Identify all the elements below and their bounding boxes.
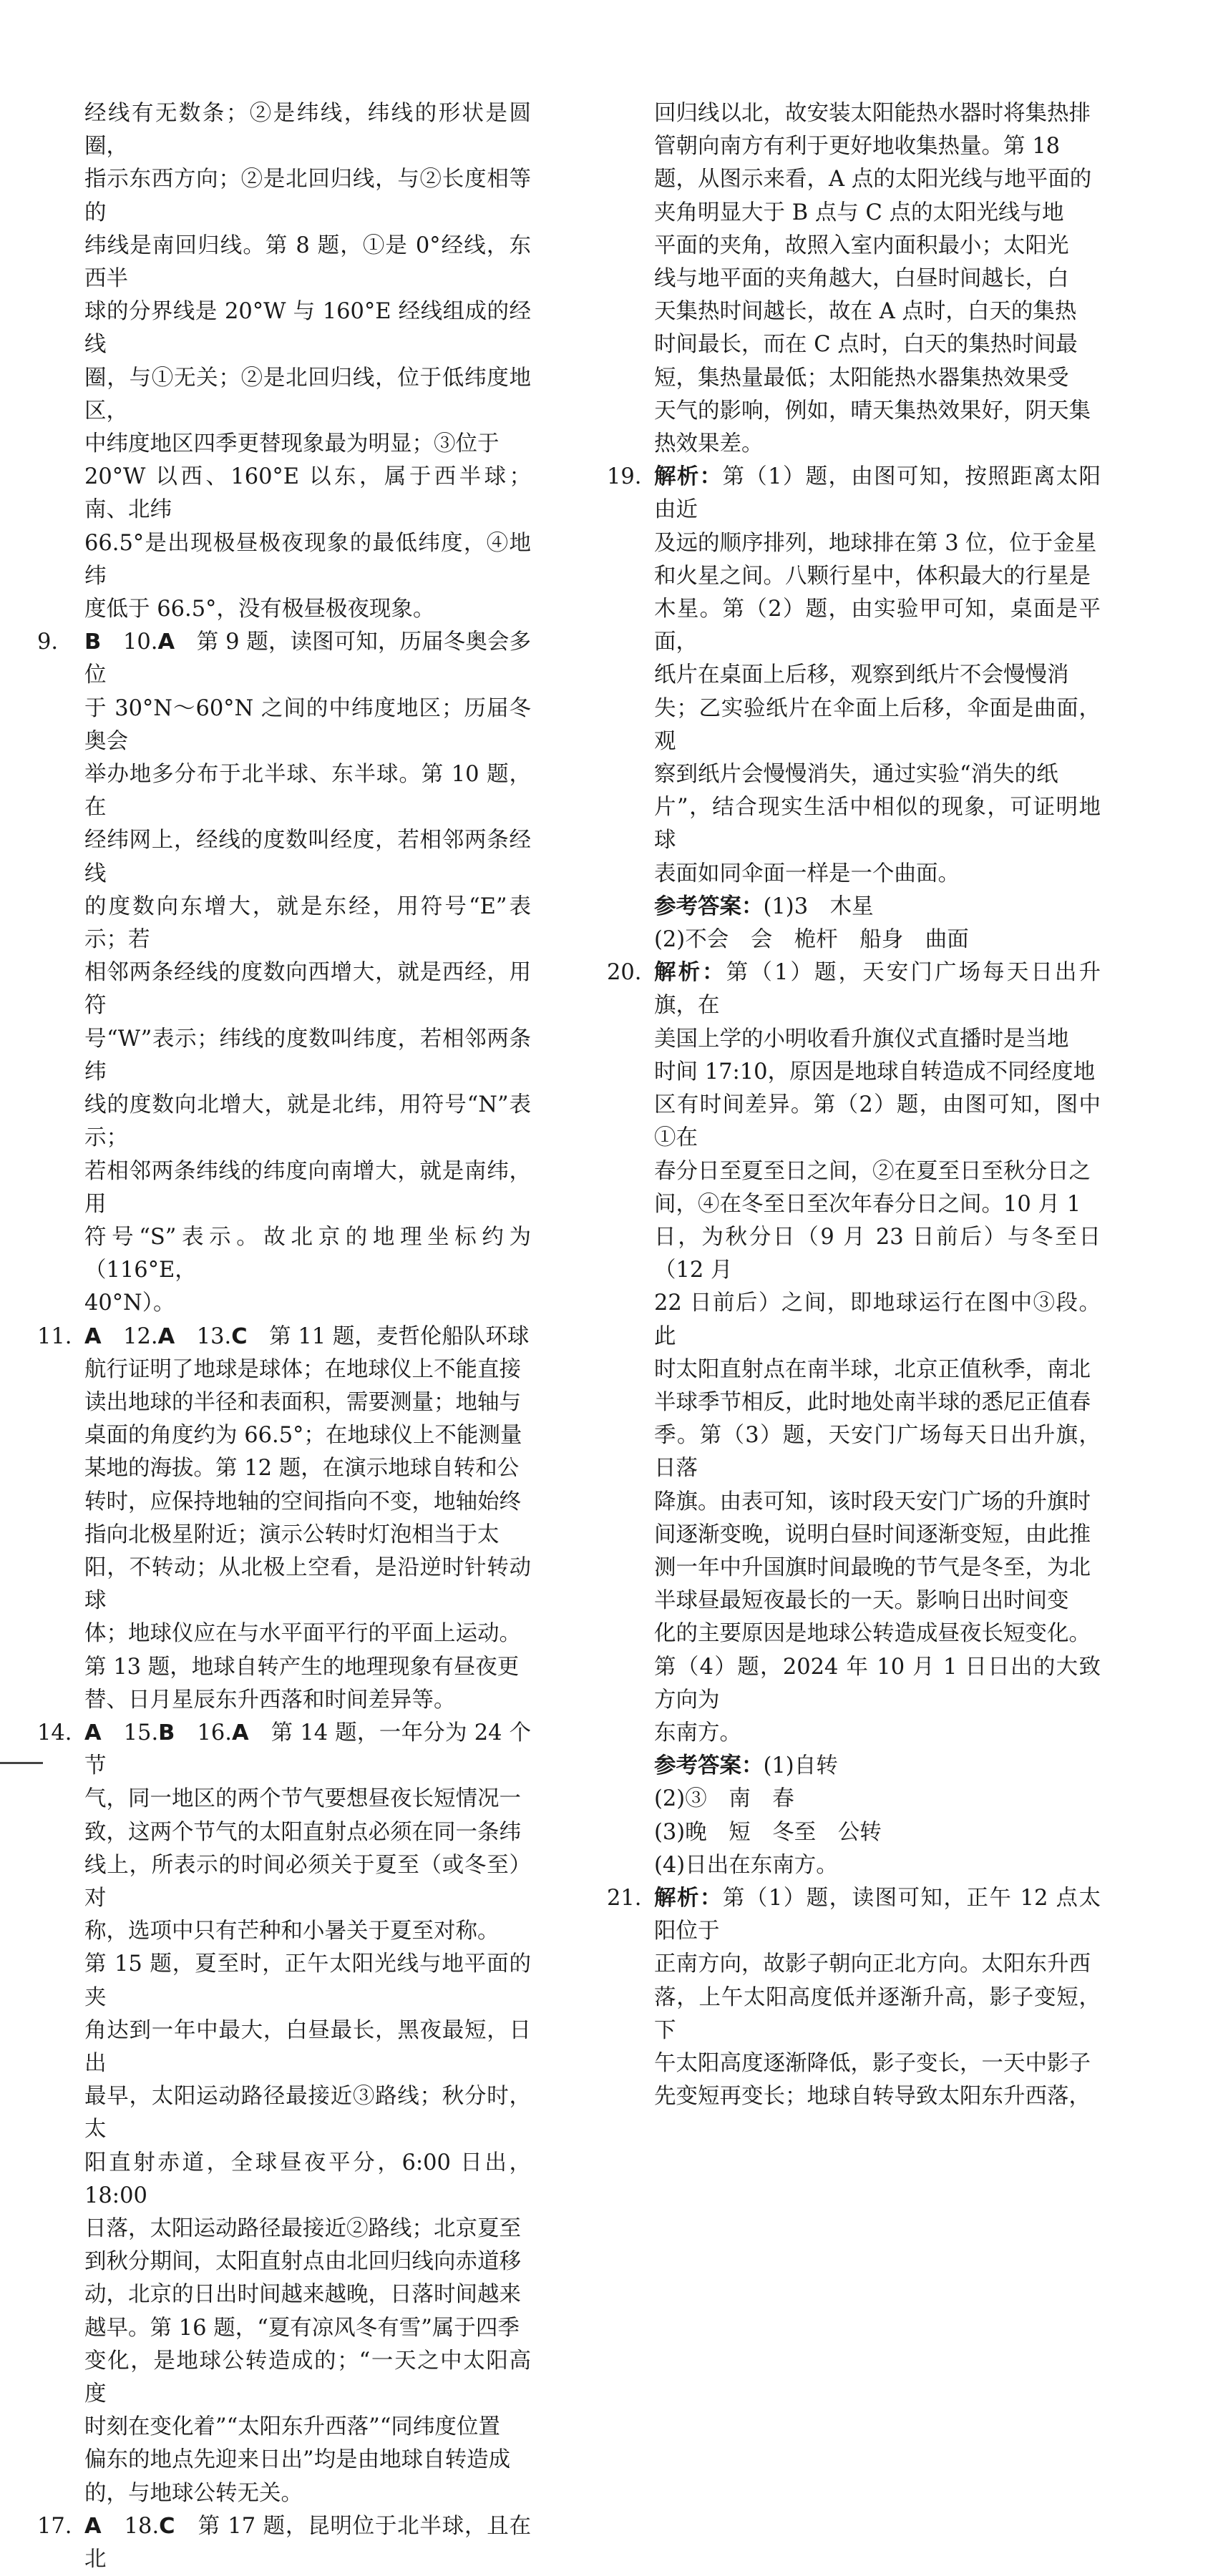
text-line: 度低于 66.5°，没有极昼极夜现象。 (84, 597, 435, 622)
question-number: 14. (37, 1720, 72, 1745)
text-line: 的度数向东增大，就是东经，用符号“E”表示；若 (84, 893, 531, 953)
question-first-line (84, 2510, 531, 2576)
text-line: 时间最长，而在 C 点时，白天的集热时间最 (654, 332, 1078, 358)
text-line: 间，④在冬至日至次年春分日之间。10 月 1 (654, 1191, 1081, 1217)
text-line: 失；乙实验纸片在伞面上后移，伞面是曲面，观 (654, 695, 1101, 754)
text-line: 最早，太阳运动路径最接近③路线；秋分时，太 (84, 2084, 531, 2142)
text-line: 线上，所表示的时间必须关于夏至（或冬至）对 (84, 1852, 531, 1911)
text-segment: 第 9 题，读图可知，历届冬奥会多位 (84, 630, 532, 688)
text-line: 20°W 以西、160°E 以东，属于西半球；南、北纬 (84, 464, 531, 523)
text-line: 替、日月星辰东升西落和时间差异等。 (84, 1687, 456, 1713)
text-segment: 第（1）题，天安门广场每天日出升旗，在 (654, 960, 1101, 1019)
answer-text: (1)自转 (763, 1753, 838, 1779)
question-number: 13. (196, 1323, 232, 1349)
text-line: 热效果差。 (654, 431, 764, 457)
text-line: 经线有无数条；②是纬线，纬线的形状是圆圈， (84, 101, 531, 160)
answer-letter: A (231, 1720, 249, 1745)
text-line: 第 13 题，地球自转产生的地理现象有昼夜更 (84, 1654, 520, 1680)
text-line: 阳，不转动；从北极上空看，是沿逆时针转动球 (84, 1554, 531, 1614)
text-line: 题，从图示来看，A 点的太阳光线与地平面的 (654, 167, 1092, 192)
text-line: 春分日至夏至日之间，②在夏至日至秋分日之 (654, 1158, 1091, 1184)
text-line: 时太阳直射点在南半球，北京正值秋季，南北 (654, 1356, 1091, 1382)
text-line: 半球昼最短夜最长的一天。影响日出时间变 (654, 1588, 1069, 1614)
text-line: 及远的顺序排列，地球排在第 3 位，位于金星 (654, 530, 1097, 556)
text-line: 第（4）题，2024 年 10 月 1 日日出的大致方向为 (654, 1654, 1101, 1713)
footer-rule (0, 1762, 43, 1764)
question-number: 16. (197, 1720, 232, 1745)
left-continuation (37, 97, 531, 626)
text-line: 天气的影响，例如，晴天集热效果好，阴天集 (654, 398, 1091, 423)
question-number: 19. (607, 464, 642, 490)
answer-label: 参考答案： (654, 1753, 764, 1779)
text-line: 致，这两个节气的太阳直射点必须在同一条纬 (84, 1819, 521, 1845)
question-first-line (84, 1321, 531, 1353)
question-number: 12. (123, 1323, 158, 1349)
answer-letter: A (84, 1720, 102, 1745)
text-line: 相邻两条经线的度数向西增大，就是西经，用符 (84, 960, 531, 1019)
question-first-line (654, 1882, 1101, 1948)
text-line: 先变短再变长；地球自转导致太阳东升西落， (654, 2084, 1091, 2110)
text-line: 读出地球的半径和表面积，需要测量；地轴与 (84, 1389, 521, 1415)
text-line: 越早。第 16 题，“夏有凉风冬有雪”属于四季 (84, 2315, 520, 2341)
text-line: 季。第（3）题，天安门广场每天日出升旗，日落 (654, 1423, 1101, 1482)
question-number: 21. (607, 1885, 642, 1911)
text-line: 号“W”表示；纬线的度数叫纬度，若相邻两条纬 (84, 1026, 531, 1084)
text-line: 气，同一地区的两个节气要想昼夜长短情况一 (84, 1786, 521, 1812)
answer-line: (2)不会 会 桅杆 船身 曲面 (654, 927, 969, 953)
text-line: 日，为秋分日（9 月 23 日前后）与冬至日（12 月 (654, 1224, 1101, 1283)
right-continuation (607, 97, 1101, 461)
question-number: 9. (37, 630, 59, 655)
text-line: 指向北极星附近；演示公转时灯泡相当于太 (84, 1522, 500, 1547)
text-line: 到秋分期间，太阳直射点由北回归线向赤道移 (84, 2249, 521, 2275)
answer-letter: C (231, 1323, 248, 1349)
question-first-line (654, 461, 1101, 527)
text-line: 夹角明显大于 B 点与 C 点的太阳光线与地 (654, 200, 1064, 225)
text-line: 回归线以北，故安装太阳能热水器时将集热排 (654, 101, 1091, 126)
text-line: 66.5°是出现极昼极夜现象的最低纬度，④地纬 (84, 530, 531, 589)
question-number: 15. (123, 1720, 159, 1745)
text-line: 航行证明了地球是球体；在地球仪上不能直接 (84, 1356, 521, 1382)
analysis-label: 解析： (654, 464, 723, 490)
question-11-13 (37, 1321, 531, 1717)
text-line: 符号“S”表示。故北京的地理坐标约为（116°E， (84, 1224, 531, 1283)
text-line: 时刻在变化着”“太阳东升西落”“同纬度位置 (84, 2414, 500, 2440)
text-line: 变化，是地球公转造成的；“一天之中太阳高度 (84, 2348, 531, 2407)
text-line: 时间 17:10，原因是地球自转造成不同经度地 (654, 1059, 1096, 1084)
text-segment: 第 17 题，昆明位于北半球，且在北 (84, 2513, 531, 2572)
text-line: 察到纸片会慢慢消失，通过实验“消失的纸 (654, 762, 1058, 788)
analysis-label: 解析： (654, 960, 726, 986)
right-column (607, 97, 1101, 2113)
answer-label: 参考答案： (654, 893, 764, 919)
question-number: 10. (122, 630, 158, 655)
answer-letter: B (158, 1720, 175, 1745)
text-line: 圈，与①无关；②是北回归线，位于低纬度地区， (84, 365, 531, 423)
text-line: 天集热时间越长，故在 A 点时，白天的集热 (654, 299, 1077, 325)
text-line: 动，北京的日出时间越来越晚，日落时间越来 (84, 2282, 521, 2308)
answer-first-line (654, 891, 1101, 924)
question-17-18 (37, 2510, 531, 2576)
text-line: 正南方向，故影子朝向正北方向。太阳东升西 (654, 1951, 1091, 1977)
analysis-label: 解析： (654, 1885, 723, 1911)
text-line: 于 30°N～60°N 之间的中纬度地区；历届冬奥会 (84, 695, 531, 754)
question-19 (607, 461, 1101, 956)
text-line: 的，与地球公转无关。 (84, 2480, 303, 2506)
question-number: 20. (607, 960, 642, 986)
text-line: 午太阳高度逐渐降低，影子变长，一天中影子 (654, 2050, 1091, 2076)
text-line: 若相邻两条纬线的纬度向南增大，就是南纬，用 (84, 1158, 531, 1217)
answer-line: (2)③ 南 春 (654, 1786, 794, 1812)
text-line: 转时，应保持地轴的空间指向不变，地轴始终 (84, 1489, 521, 1514)
question-number: 17. (37, 2513, 72, 2539)
text-line: 中纬度地区四季更替现象最为明显；③位于 (84, 431, 500, 457)
text-line: 指示东西方向；②是北回归线，与②长度相等的 (84, 167, 531, 225)
answer-letter: A (157, 1323, 175, 1349)
text-line: 阳直射赤道，全球昼夜平分，6:00 日出，18:00 (84, 2150, 531, 2208)
answer-line: (4)日出在东南方。 (654, 1852, 838, 1878)
text-segment: 第 14 题，一年分为 24 个节 (84, 1720, 532, 1779)
text-line: 球的分界线是 20°W 与 160°E 经线组成的经线 (84, 299, 531, 358)
question-number: 11. (37, 1323, 72, 1349)
text-line: 纬线是南回归线。第 8 题，①是 0°经线，东西半 (84, 232, 531, 292)
text-line: 平面的夹角，故照入室内面积最小；太阳光 (654, 232, 1069, 258)
text-line: 40°N）。 (84, 1291, 175, 1316)
question-21 (607, 1882, 1101, 2113)
text-line: 桌面的角度约为 66.5°；在地球仪上不能测量 (84, 1423, 522, 1449)
answer-letter: A (84, 2513, 102, 2539)
text-line: 表面如同伞面一样是一个曲面。 (654, 861, 960, 886)
text-line: 区有时间差异。第（2）题，由图可知，图中①在 (654, 1092, 1101, 1151)
text-line: 测一年中升国旗时间最晚的节气是冬至，为北 (654, 1554, 1091, 1580)
question-9-10 (37, 626, 531, 1320)
text-line: 角达到一年中最大，白昼最长，黑夜最短，日出 (84, 2017, 531, 2076)
text-line: 线的度数向北增大，就是北纬，用符号“N”表示； (84, 1092, 531, 1151)
question-14-16 (37, 1717, 531, 2510)
answer-text: (1)3 木星 (763, 893, 874, 919)
text-line: 化的主要原因是地球公转造成昼夜长短变化。 (654, 1621, 1091, 1647)
answer-letter: A (157, 630, 175, 655)
text-line: 东南方。 (654, 1720, 741, 1745)
text-line: 22 日前后）之间，即地球运行在图中③段。此 (654, 1291, 1101, 1349)
text-line: 线与地平面的夹角越大，白昼时间越长，白 (654, 266, 1069, 292)
text-line: 落，上午太阳高度低并逐渐升高，影子变短，下 (654, 1984, 1101, 2043)
text-line: 某地的海拔。第 12 题，在演示地球自转和公 (84, 1456, 520, 1482)
text-segment: 第（1）题，读图可知，正午 12 点太阳位于 (654, 1885, 1101, 1944)
text-line: 纸片在桌面上后移，观察到纸片不会慢慢消 (654, 662, 1069, 688)
answer-letter: C (159, 2513, 175, 2539)
text-line: 片”，结合现实生活中相似的现象，可证明地球 (654, 795, 1101, 853)
text-line: 日落，太阳运动路径最接近②路线；北京夏至 (84, 2216, 521, 2241)
question-number: 18. (124, 2513, 160, 2539)
answer-first-line (654, 1750, 1101, 1783)
text-line: 体；地球仪应在与水平面平行的平面上运动。 (84, 1621, 521, 1647)
text-line: 管朝向南方有利于更好地收集热量。第 18 (654, 134, 1061, 160)
question-first-line (84, 1717, 531, 1783)
text-line: 间逐渐变晚，说明白昼时间逐渐变短，由此推 (654, 1522, 1091, 1547)
text-line: 降旗。由表可知，该时段天安门广场的升旗时 (654, 1489, 1091, 1514)
question-first-line (654, 956, 1101, 1022)
text-line: 举办地多分布于北半球、东半球。第 10 题，在 (84, 762, 531, 821)
text-segment: 第 11 题，麦哲伦船队环球 (269, 1323, 530, 1349)
question-first-line (84, 626, 531, 692)
text-line: 称，选项中只有芒种和小暑关于夏至对称。 (84, 1919, 500, 1944)
text-segment: 第（1）题，由图可知，按照距离太阳由近 (654, 464, 1101, 523)
text-line: 偏东的地点先迎来日出”均是由地球自转造成 (84, 2447, 511, 2473)
text-line: 短，集热量最低；太阳能热水器集热效果受 (654, 365, 1069, 391)
answer-letter: A (84, 1323, 102, 1349)
text-line: 美国上学的小明收看升旗仪式直播时是当地 (654, 1026, 1069, 1052)
left-column (37, 97, 531, 2576)
answer-letter: B (84, 630, 102, 655)
text-line: 第 15 题，夏至时，正午太阳光线与地平面的夹 (84, 1951, 531, 2010)
question-20 (607, 956, 1101, 1882)
text-line: 经纬网上，经线的度数叫经度，若相邻两条经线 (84, 828, 531, 886)
text-line: 木星。第（2）题，由实验甲可知，桌面是平面， (654, 597, 1101, 655)
text-line: 和火星之间。八颗行星中，体积最大的行星是 (654, 563, 1091, 589)
answer-line: (3)晚 短 冬至 公转 (654, 1819, 882, 1845)
text-line: 半球季节相反，此时地处南半球的悉尼正值春 (654, 1389, 1091, 1415)
